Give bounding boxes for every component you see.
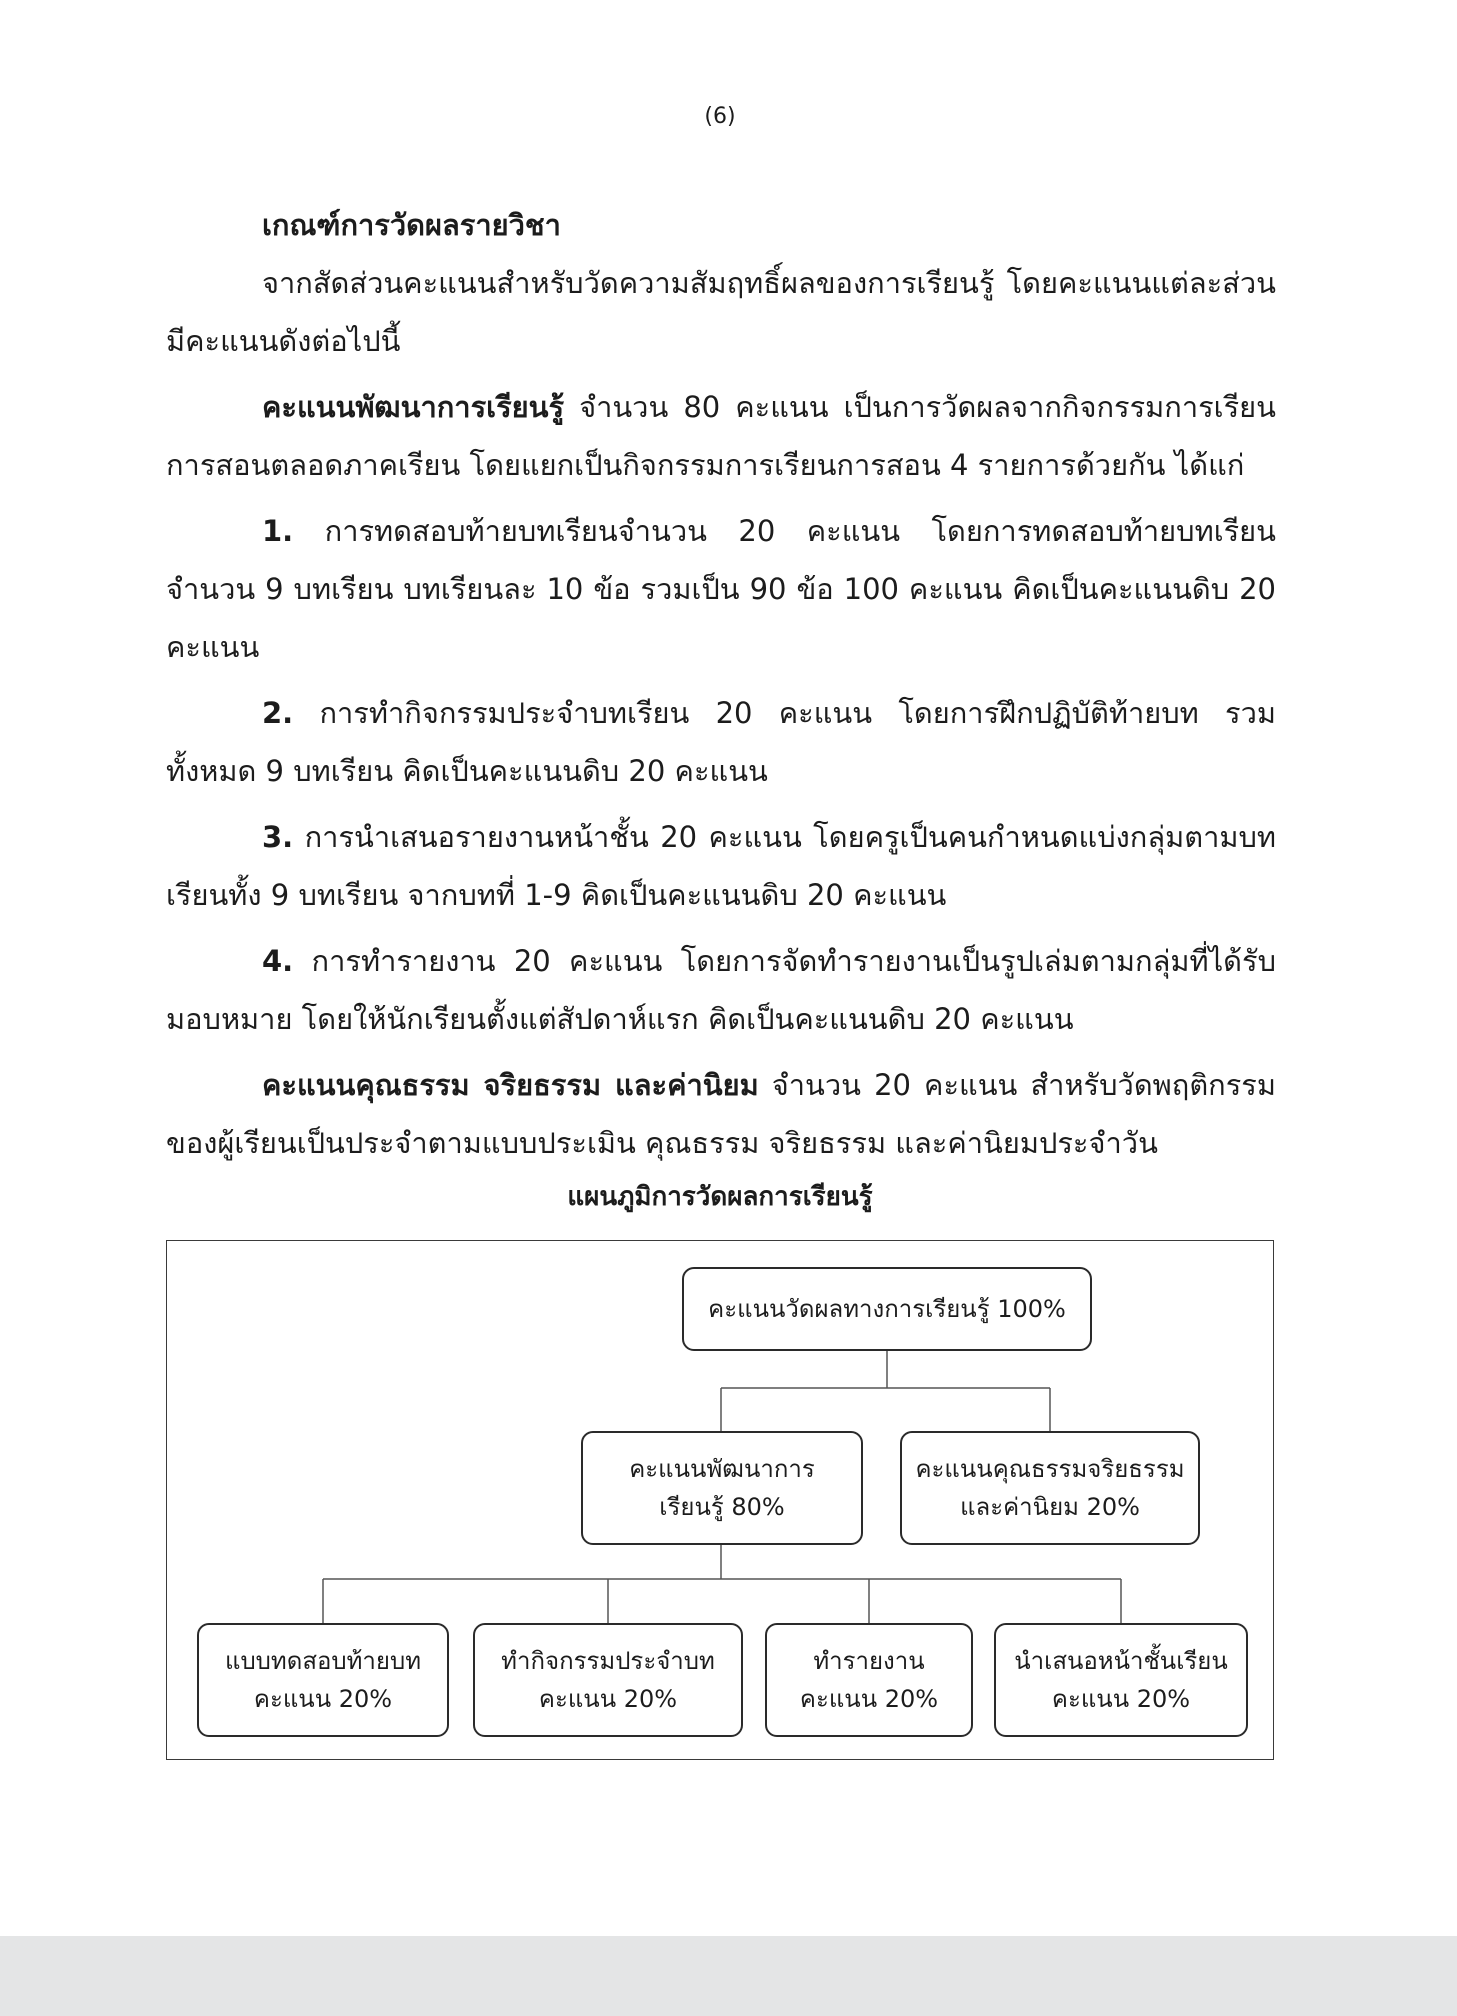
- item-1-paragraph: [166, 502, 1276, 676]
- node-label-line2: คะแนน 20%: [538, 1685, 678, 1713]
- item-number: 3.: [262, 820, 294, 854]
- chart-title: แผนภูมิการวัดผลการเรียนรู้: [567, 1182, 873, 1212]
- node-label-line2: คะแนน 20%: [253, 1685, 393, 1713]
- morality-node: [900, 1431, 1200, 1545]
- item-text: การทำกิจกรรมประจำบทเรียน 20 คะแนน โดยการฝึกปฏิบัติท้ายบท รวมทั้งหมด 9 บทเรียน คิดเป็นคะแนนดิบ 20 คะแนน: [166, 696, 1276, 788]
- root-node-label: คะแนนวัดผลทางการเรียนรู้ 100%: [708, 1295, 1066, 1323]
- node-label-line1: นำเสนอหน้าชั้นเรียน: [1014, 1647, 1228, 1675]
- activity-node: [473, 1623, 743, 1737]
- presentation-node: [994, 1623, 1248, 1737]
- node-label-line1: คะแนนพัฒนาการ: [629, 1455, 815, 1483]
- node-label-line1: คะแนนคุณธรรมจริยธรรม: [915, 1455, 1185, 1483]
- node-label-line1: ทำรายงาน: [813, 1647, 925, 1675]
- intro-paragraph: จากสัดส่วนคะแนนสำหรับวัดความสัมฤทธิ์ผลของการเรียนรู้ โดยคะแนนแต่ละส่วนมีคะแนนดังต่อไปนี้: [166, 266, 1276, 358]
- item-text: การนำเสนอรายงานหน้าชั้น 20 คะแนน โดยครูเป็นคนกำหนดแบ่งกลุ่มตามบทเรียนทั้ง 9 บทเรียน จากบทที่ 1-9 คิดเป็นคะแนนดิบ 20 คะแนน: [166, 820, 1276, 912]
- item-number: 4.: [262, 944, 294, 978]
- node-label-line1: ทำกิจกรรมประจำบท: [501, 1647, 715, 1675]
- report-node: [765, 1623, 973, 1737]
- viewer-bottom-band: [0, 1936, 1457, 2016]
- node-label-line1: แบบทดสอบท้ายบท: [224, 1647, 422, 1675]
- item-4-paragraph: [166, 932, 1276, 1048]
- learning-development-text: จำนวน 80 คะแนน เป็นการวัดผลจากกิจกรรมการเรียนการสอนตลอดภาคเรียน โดยแยกเป็นกิจกรรมการเรียนการสอน 4 รายการด้วยกัน ได้แก่: [166, 390, 1276, 482]
- morality-paragraph: [166, 1056, 1276, 1172]
- item-number: 2.: [262, 696, 294, 730]
- item-3-paragraph: [166, 808, 1276, 924]
- learning-development-paragraph: [166, 378, 1276, 494]
- item-number: 1.: [262, 514, 294, 548]
- root-node: [682, 1267, 1092, 1351]
- learning-development-label: คะแนนพัฒนาการเรียนรู้: [262, 390, 565, 424]
- quiz-node: [197, 1623, 449, 1737]
- org-chart: [166, 1240, 1274, 1760]
- node-label-line2: คะแนน 20%: [1051, 1685, 1191, 1713]
- section-heading: เกณฑ์การวัดผลรายวิชา: [262, 208, 561, 242]
- node-label-line2: และค่านิยม 20%: [960, 1493, 1140, 1521]
- item-2-paragraph: [166, 684, 1276, 800]
- page-number: (6): [704, 104, 736, 129]
- morality-label: คะแนนคุณธรรม จริยธรรม และค่านิยม: [262, 1068, 759, 1102]
- node-label-line2: คะแนน 20%: [799, 1685, 939, 1713]
- learning-development-node: [581, 1431, 863, 1545]
- document-body: [166, 196, 1276, 1180]
- item-text: การทำรายงาน 20 คะแนน โดยการจัดทำรายงานเป็นรูปเล่มตามกลุ่มที่ได้รับมอบหมาย โดยให้นักเรียนตั้งแต่สัปดาห์แรก คิดเป็นคะแนนดิบ 20 คะแนน: [166, 944, 1276, 1036]
- node-label-line2: เรียนรู้ 80%: [659, 1493, 785, 1521]
- item-text: การทดสอบท้ายบทเรียนจำนวน 20 คะแนน โดยการทดสอบท้ายบทเรียนจำนวน 9 บทเรียน บทเรียนละ 10 ข้อ รวมเป็น 90 ข้อ 100 คะแนน คิดเป็นคะแนนดิบ 20 คะแนน: [166, 514, 1276, 664]
- morality-text: จำนวน 20 คะแนน สำหรับวัดพฤติกรรมของผู้เรียนเป็นประจำตามแบบประเมิน คุณธรรม จริยธรรม และค่านิยมประจำวัน: [166, 1068, 1276, 1160]
